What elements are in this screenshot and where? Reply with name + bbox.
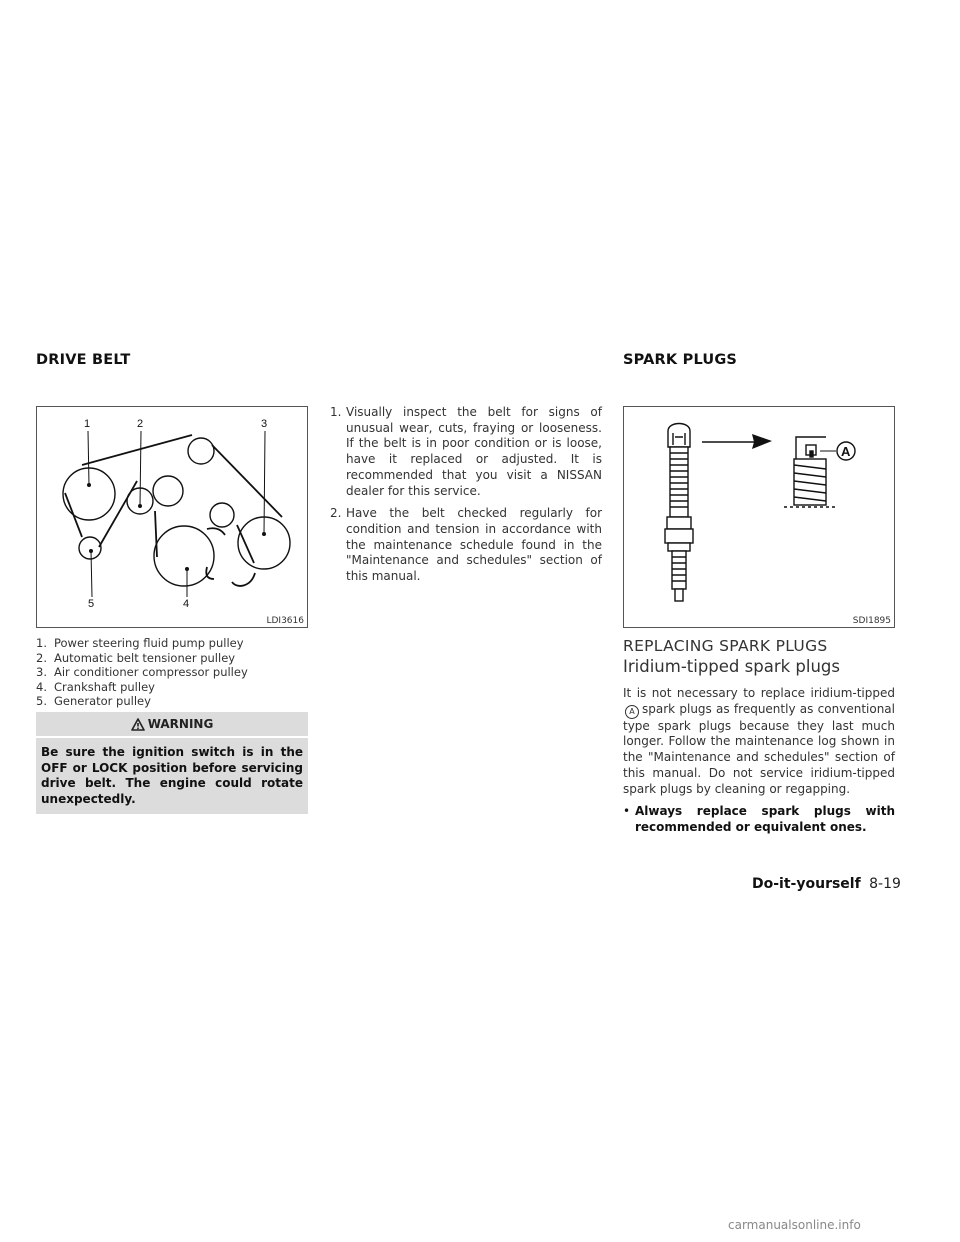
- figure-label-a: A: [841, 444, 851, 459]
- legend-item: 1. Power steering fluid pump pulley: [36, 636, 244, 650]
- drive-belt-heading: DRIVE BELT: [36, 352, 131, 368]
- callout-4: 4: [183, 598, 190, 610]
- legend-item: 3. Air conditioner compressor pulley: [36, 665, 248, 680]
- figure-code: SDI1895: [852, 616, 891, 626]
- drive-belt-diagram: [37, 407, 307, 627]
- legend-item: 4. Crankshaft pulley: [36, 679, 155, 694]
- warning-title: WARNING: [147, 717, 214, 731]
- spark-plug-diagram: [624, 407, 894, 627]
- bullet-item: • Always replace spark plugs with recommended or equivalent ones.: [623, 804, 895, 834]
- page-footer: [752, 876, 901, 892]
- callout-5: 5: [88, 598, 95, 610]
- legend-item: 2. Automatic belt tensioner pulley: [36, 650, 236, 665]
- watermark: carmanualsonline.info: [728, 1218, 861, 1232]
- inspection-steps: [330, 405, 602, 592]
- pulley-5: [79, 537, 101, 559]
- warning-text: Be sure the ignition switch is in the OFF or LOCK position before servicing drive belt. The engine could rotate unexpectedly.: [41, 745, 303, 806]
- step-item: 2. Have the belt checked regularly for condition and tension in accordance with the maintenance schedule found in the "Maintenance and schedules" section of this manual.: [330, 506, 602, 584]
- figure-code: LDI3616: [266, 616, 304, 626]
- page-number: 8-19: [869, 876, 901, 892]
- step-item: 1. Visually inspect the belt for signs of unusual wear, cuts, fraying or looseness. If the belt is in poor condition or is loose, have it replaced or adjusted. It is recommended that you visit a NISSAN dealer for this service.: [330, 405, 602, 498]
- marker-a-icon: A: [625, 705, 639, 719]
- pulley-4: [154, 526, 214, 586]
- legend-item: 5. Generator pulley: [36, 694, 151, 709]
- iridium-subheading: Iridium-tipped spark plugs: [623, 657, 840, 676]
- spark-plugs-heading: SPARK PLUGS: [623, 352, 738, 368]
- pulley-legend: [36, 636, 308, 709]
- callout-3: 3: [261, 418, 268, 430]
- warning-box: [36, 712, 308, 814]
- warning-triangle-icon: [131, 718, 145, 731]
- callout-1: 1: [84, 418, 91, 430]
- drive-belt-figure: [36, 406, 308, 628]
- callout-2: 2: [137, 418, 144, 430]
- replacing-spark-plugs-subheading: REPLACING SPARK PLUGS: [623, 637, 828, 655]
- iridium-paragraph: It is not necessary to replace iridium-tippedA spark plugs as frequently as conventional type spark plugs because they last much longer. Follow the maintenance log shown in the "Maintenance and schedules" section of this manual. Do not service iridium-tipped spark plugs by cleaning or regapping.: [623, 686, 895, 796]
- warning-header: [36, 712, 308, 736]
- spark-plug-figure: [623, 406, 895, 628]
- section-name: Do-it-yourself: [752, 876, 861, 892]
